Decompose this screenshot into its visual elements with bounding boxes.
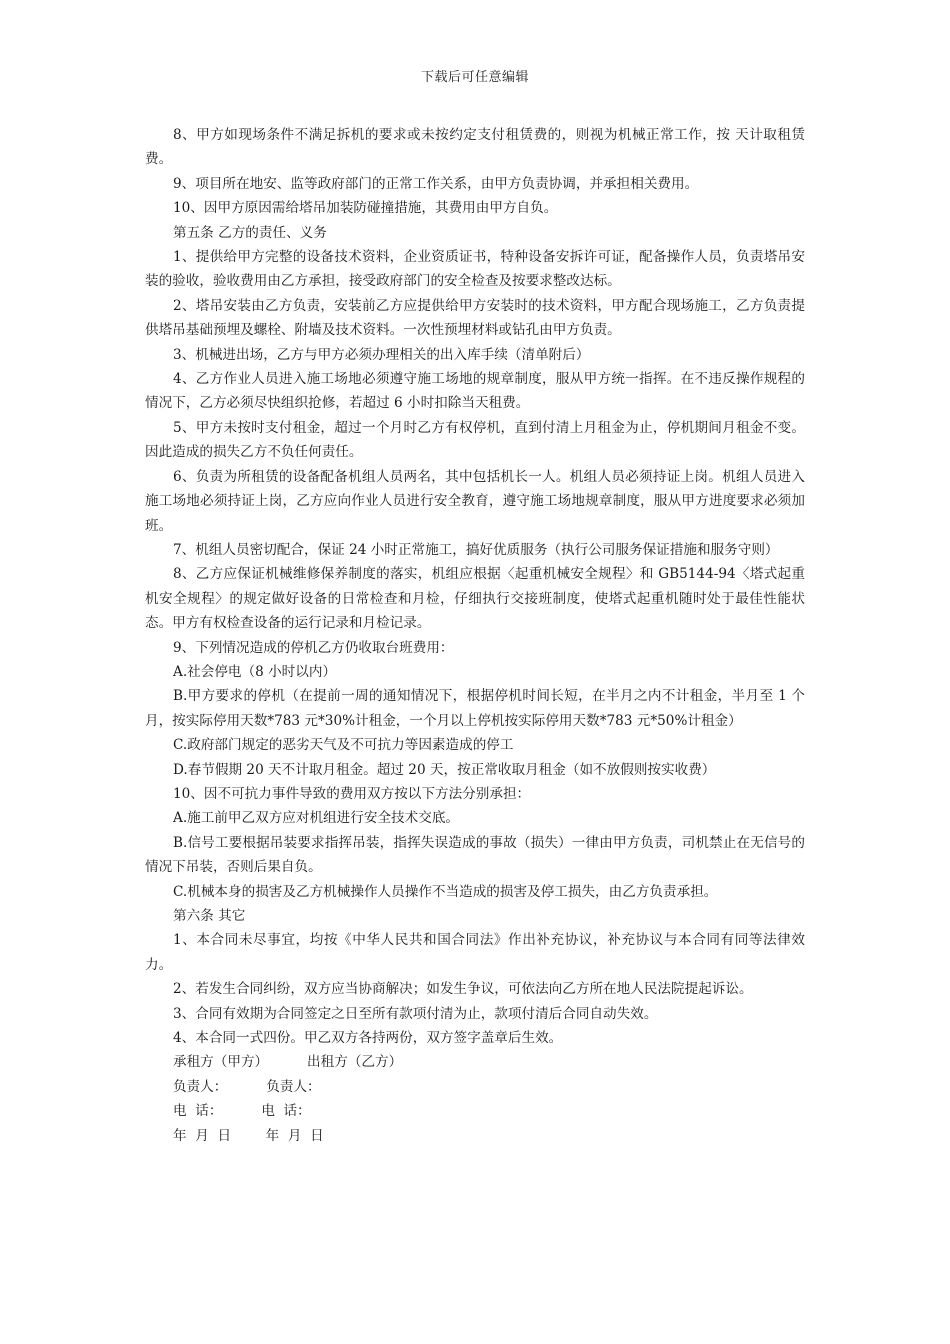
contract-body (145, 123, 805, 1148)
clause-4-10: 10、因甲方原因需给塔吊加装防碰撞措施，其费用由甲方自负。 (173, 200, 558, 217)
clause-5-10: 10、因不可抗力事件导致的费用双方按以下方法分别承担： (173, 785, 531, 802)
page-header: 下载后可任意编辑 (420, 70, 529, 85)
section-heading-6: 第六条 其它 (173, 908, 246, 924)
clause-6-4: 4、本合同一式四份。甲乙双方各持两份，双方签字盖章后生效。 (173, 1030, 563, 1047)
clause-4-9: 9、项目所在地安、监等政府部门的正常工作关系，由甲方负责协调，并承担相关费用。 (173, 175, 699, 192)
clause-5-10-c: C.机械本身的损害及乙方机械操作人员操作不当造成的损害及停工损失，由乙方负责承担。 (173, 883, 718, 900)
signature-date-line: 年 月 日 年 月 日 (173, 1127, 324, 1144)
clause-5-9-a: A.社会停电（8 小时以内） (173, 663, 337, 680)
signature-phone-line: 电 话： 电 话： (173, 1103, 311, 1120)
clause-5-10-b: B.信号工要根据吊装要求指挥吊装，指挥失误造成的事故（损失）一律由甲方负责，司机禁止在无信号的情况下吊装，否则后果自负。 (145, 834, 805, 876)
clause-5-9-c: C.政府部门规定的恶劣天气及不可抗力等因素造成的停工 (173, 737, 514, 754)
clause-5-10-a: A.施工前甲乙双方应对机组进行安全技术交底。 (173, 810, 460, 827)
clause-5-2: 2、塔吊安装由乙方负责，安装前乙方应提供给甲方安装时的技术资料，甲方配合现场施工，乙方负责提供塔吊基础预埋及螺栓、附墙及技术资料。一次性预埋材料或钻孔由甲方负责。 (145, 297, 805, 339)
clause-5-1: 1、提供给甲方完整的设备技术资料，企业资质证书，特种设备安拆许可证，配备操作人员，负责塔吊安装的验收，验收费用由乙方承担，接受政府部门的安全检查及按要求整改达标。 (145, 249, 805, 290)
clause-6-1: 1、本合同未尽事宜，均按《中华人民共和国合同法》作出补充协议，补充协议与本合同有同等法律效力。 (145, 932, 805, 973)
clause-5-8: 8、乙方应保证机械维修保养制度的落实，机组应根据〈起重机械安全规程〉和 GB5144-94〈塔式起重机安全规程〉的规定做好设备的日常检查和月检，仔细执行交接班制度，使塔式起重机随时处于最佳性能状态。甲方有权检查设备的运行记录和月检记录。 (145, 566, 805, 632)
clause-6-2: 2、若发生合同纠纷，双方应当协商解决；如发生争议，可依法向乙方所在地人民法院提起诉讼。 (173, 981, 753, 998)
clause-5-7: 7、机组人员密切配合，保证 24 小时正常施工，搞好优质服务（执行公司服务保证措施和服务守则） (173, 541, 779, 558)
section-heading-5: 第五条 乙方的责任、义务 (173, 224, 327, 241)
clause-4-8: 8、甲方如现场条件不满足拆机的要求或未按约定支付租赁费的，则视为机械正常工作，按 天计取租赁费。 (145, 127, 805, 168)
clause-5-4: 4、乙方作业人员进入施工场地必须遵守施工场地的规章制度，服从甲方统一指挥。在不违反操作规程的情况下，乙方必须尽快组织抢修，若超过 6 小时扣除当天租费。 (145, 371, 805, 412)
clause-5-9: 9、下列情况造成的停机乙方仍收取台班费用： (173, 639, 454, 656)
clause-5-9-d: D.春节假期 20 天不计取月租金。超过 20 天，按正常收取月租金（如不放假则按实收费） (173, 761, 716, 778)
clause-6-3: 3、合同有效期为合同签定之日至所有款项付清为止，款项付清后合同自动失效。 (173, 1005, 658, 1022)
signature-responsible-line: 负责人： 负责人： (173, 1078, 321, 1095)
clause-5-9-b: B.甲方要求的停机（在提前一周的通知情况下，根据停机时间长短，在半月之内不计租金，半月至 1 个月，按实际停用天数*783 元*30%计租金，一个月以上停机按实际停用天数*783 元*50%计租金） (145, 688, 805, 729)
clause-5-5: 5、甲方未按时支付租金，超过一个月时乙方有权停机，直到付清上月租金为止，停机期间月租金不变。因此造成的损失乙方不负任何责任。 (145, 419, 805, 461)
clause-5-6: 6、负责为所租赁的设备配备机组人员两名，其中包括机长一人。机组人员必须持证上岗。机组人员进入施工场地必须持证上岗，乙方应向作业人员进行安全教育，遵守施工场地规章制度，服从甲方进度要求必须加班。 (145, 468, 805, 534)
signature-parties-line: 承租方（甲方） 出租方（乙方） (173, 1054, 403, 1071)
clause-5-3: 3、机械进出场，乙方与甲方必须办理相关的出入库手续（清单附后） (173, 346, 590, 363)
